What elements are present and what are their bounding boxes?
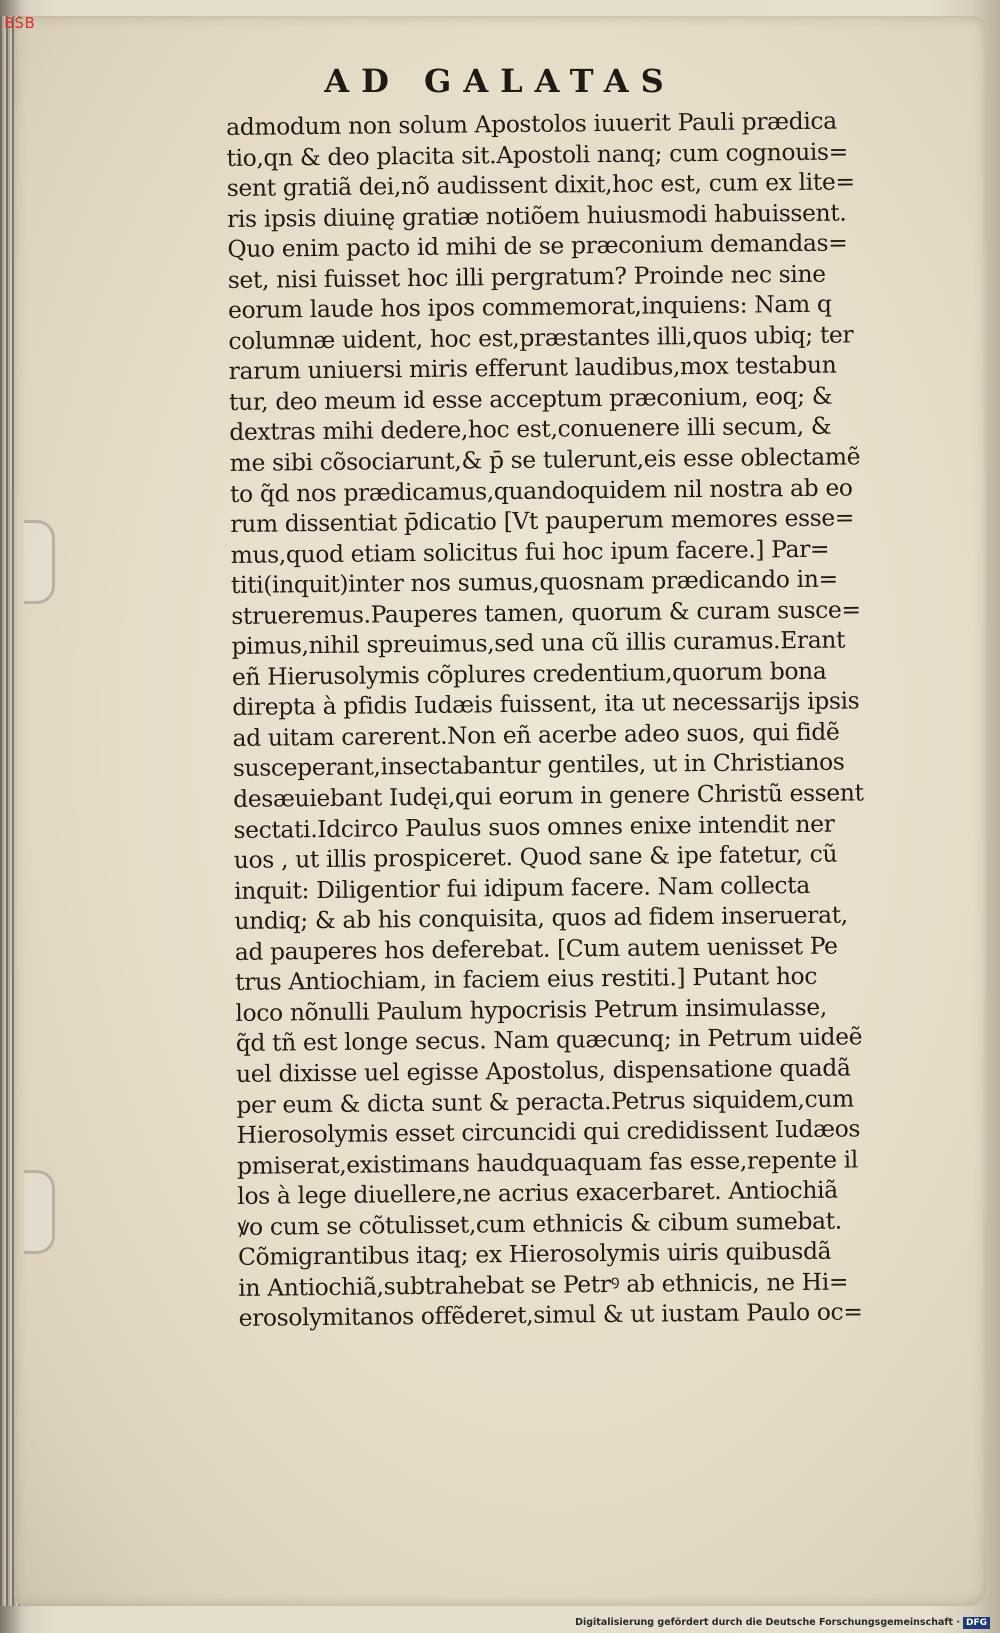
text-line: direpta à pfidis Iudæis fuissent, ita ut necessarijs ipsis xyxy=(232,686,860,722)
text-line: pmiserat,existimans haudquaquam fas esse,repente il xyxy=(236,1145,859,1180)
text-line: mus,quod etiam solicitus fui hoc ipum facere.] Par= xyxy=(230,534,830,569)
library-mark: BSB xyxy=(4,14,36,32)
text-line: per eum & dicta sunt & peracta.Petrus siquidem,cum xyxy=(236,1083,855,1119)
text-line: dextras mihi dedere,hoc est,conuenere illi secum, & xyxy=(229,412,832,447)
text-line: set, nisi fuisset hoc illi pergratum? Proinde nec sine xyxy=(227,259,826,294)
text-line: in Antiochiã,subtrahebat se Petrꝰ ab ethnicis, ne Hi= xyxy=(238,1267,849,1302)
text-line: sectati.Idcirco Paulus suos omnes enixe intendit ner xyxy=(233,809,835,844)
credit-text: Digitalisierung gefördert durch die Deutsche Forschungsgemeinschaft · xyxy=(575,1617,960,1628)
text-line: eorum laude hos ipos commemorat,inquiens: Nam q xyxy=(227,289,832,325)
text-line: pimus,nihil spreuimus,sed una cũ illis curamus.Erant xyxy=(231,625,846,661)
page-clip-lower xyxy=(24,1170,55,1254)
text-line: los à lege diuellere,ne acrius exacerbaret. Antiochiã xyxy=(237,1175,838,1211)
text-line: tur, deo meum id esse acceptum præconium, eoq; & xyxy=(228,381,833,416)
text-line: columnæ uident, hoc est,præstantes illi,quos ubiq; ter xyxy=(228,320,854,355)
text-line: ris ipsis diuinę gratiæ notiõem huiusmodi habuissent. xyxy=(226,198,847,233)
text-line: to q̃d nos prædicamus,quandoquidem nil nostra ab eo xyxy=(229,473,853,508)
text-line: eñ Hierusolymis cõplures credentium,quorum bona xyxy=(231,656,827,691)
text-line: susceperant,insectabantur gentiles, ut in Christianos xyxy=(232,748,845,783)
text-line: ad pauperes hos deferebat. [Cum autem uenisset Pe xyxy=(234,931,838,966)
text-line: uel dixisse uel egisse Apostolus, dispensatione quadã xyxy=(235,1053,851,1088)
text-line: erosolymitanos offẽderet,simul & ut iustam Paulo oc= xyxy=(238,1297,863,1333)
page-clip-upper xyxy=(24,520,55,604)
text-line: ad uitam carerent.Non eñ acerbe adeo suos, qui fidẽ xyxy=(232,717,840,752)
text-line: tio,qn & deo placita sit.Apostoli nanq; cum cognouis= xyxy=(226,137,849,172)
text-line: inquit: Diligentior fui idipum facere. Nam collecta xyxy=(234,870,810,905)
text-line: loco nõnulli Paulum hypocrisis Petrum insimulasse, xyxy=(235,992,828,1027)
dfg-logo: DFG xyxy=(963,1617,990,1629)
text-line: rum dissentiat p̄dicatio [Vt pauperum memores esse= xyxy=(230,503,855,539)
text-line: me sibi cõsociarunt,& p̄ se tulerunt,eis esse oblectamẽ xyxy=(229,442,861,477)
body-text-block xyxy=(226,105,951,1334)
text-line: admodum non solum Apostolos iuuerit Pauli prædica xyxy=(226,106,837,141)
text-line: trus Antiochiam, in faciem eius restiti.] Putant hoc xyxy=(234,962,818,997)
text-line: titi(inquit)inter nos sumus,quosnam prædicando in= xyxy=(230,564,838,600)
text-line: undiq; & ab his conquisita, quos ad fidem inseruerat, xyxy=(234,900,848,936)
digitization-credit xyxy=(575,1617,990,1629)
text-line: sent gratiã dei,nõ audissent dixit,hoc est, cum ex lite= xyxy=(226,167,855,203)
text-line: ꝟo cum se cõtulisset,cum ethnicis & cibum sumebat. xyxy=(237,1206,842,1241)
text-line: Quo enim pacto id mihi de se præconium demandas= xyxy=(227,228,848,264)
running-head: AD GALATAS xyxy=(324,62,676,100)
text-line: q̃d tñ est longe secus. Nam quæcunq; in Petrum uideẽ xyxy=(235,1022,863,1058)
text-line: Cõmigrantibus itaq; ex Hierosolymis uiris quibusdã xyxy=(237,1236,832,1272)
text-line: uos , ut illis prospiceret. Quod sane & ipe fatetur, cũ xyxy=(233,839,838,875)
text-line: desæuiebant Iudęi,qui eorum in genere Christũ essent xyxy=(233,778,864,813)
text-line: Hierosolymis esset circuncidi qui credidissent Iudæos xyxy=(236,1114,861,1149)
text-line: strueremus.Pauperes tamen, quorum & curam susce= xyxy=(231,595,861,630)
text-line: rarum uniuersi miris efferunt laudibus,mox testabun xyxy=(228,350,837,386)
